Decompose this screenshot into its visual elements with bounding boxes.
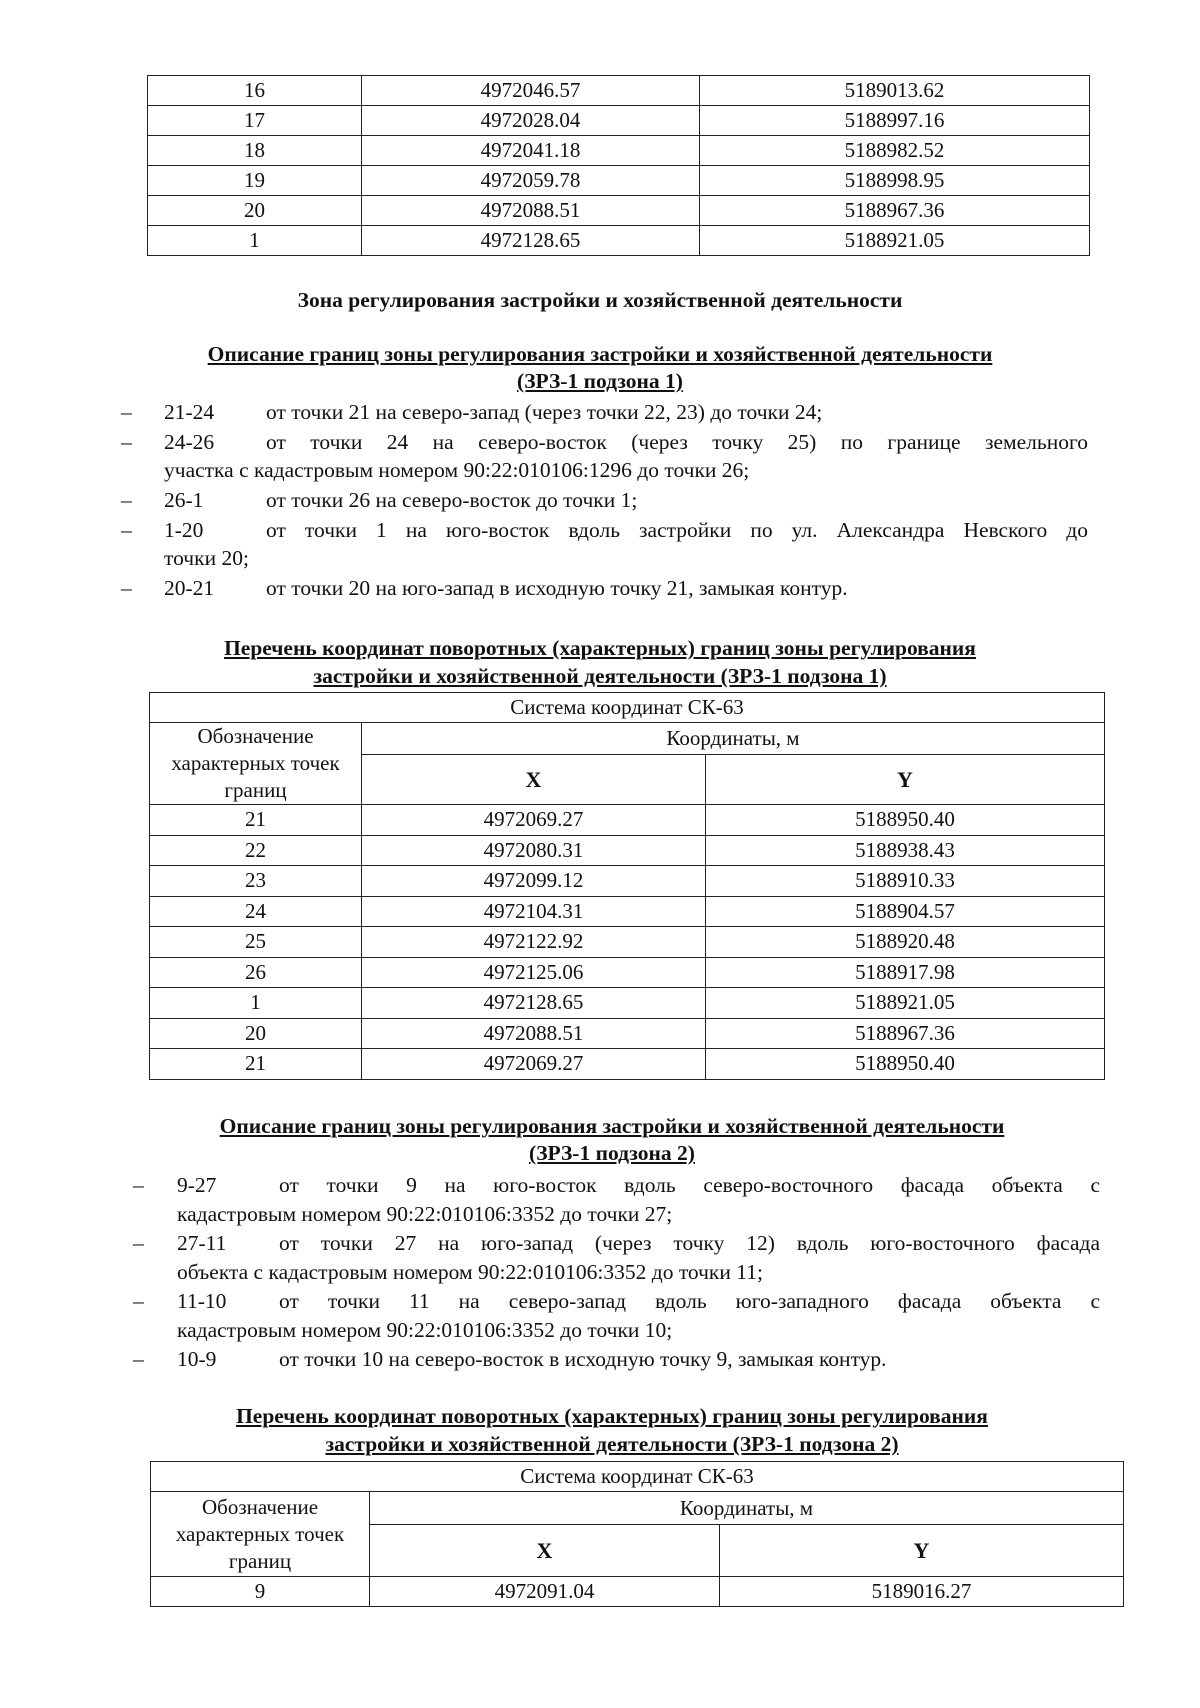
x-column-header: X: [362, 755, 706, 805]
segment-code: 10-9: [177, 1347, 217, 1371]
table-row: [148, 226, 1090, 256]
section2-coordinates-table: [150, 1461, 1124, 1607]
x-column-header: X: [370, 1525, 720, 1577]
list-dash: –: [133, 1173, 144, 1197]
y-cell: 5189013.62: [700, 76, 1090, 106]
section1-list-title-line2: застройки и хозяйственной деятельности (ЗРЗ-1 подзона 1): [313, 664, 887, 688]
table-row: [150, 1018, 1105, 1049]
segment-description-continued: участка с кадастровым номером 90:22:010106:1296 до точки 26;: [164, 458, 750, 482]
segment-description: от точки 11 на северо-запад вдоль юго-западного фасада объекта с: [279, 1289, 1100, 1313]
list-dash: –: [133, 1347, 144, 1371]
section2-desc-title-line1: Описание границ зоны регулирования застройки и хозяйственной деятельности: [219, 1114, 1005, 1138]
segment-description: от точки 1 на юго-восток вдоль застройки по ул. Александра Невского до: [266, 518, 1088, 542]
point-cell: 23: [150, 866, 362, 897]
x-cell: 4972104.31: [362, 896, 706, 927]
y-cell: 5188967.36: [700, 196, 1090, 226]
point-cell: 24: [150, 896, 362, 927]
table-row: [151, 1577, 1124, 1607]
y-column-header: Y: [706, 755, 1105, 805]
point-cell: 21: [150, 1049, 362, 1080]
segment-code: 27-11: [177, 1231, 227, 1255]
segment-description: от точки 27 на юго-запад (через точку 12) вдоль юго-восточного фасада: [279, 1231, 1100, 1255]
segment-description: от точки 21 на северо-запад (через точки 22, 23) до точки 24;: [266, 400, 823, 424]
point-cell: 20: [150, 1018, 362, 1049]
point-cell: 17: [148, 106, 362, 136]
y-cell: 5188982.52: [700, 136, 1090, 166]
point-cell: 26: [150, 957, 362, 988]
point-cell: 19: [148, 166, 362, 196]
list-dash: –: [121, 430, 132, 454]
x-cell: 4972028.04: [362, 106, 700, 136]
zone-title: Зона регулирования застройки и хозяйственной деятельности: [297, 288, 903, 312]
point-cell: 21: [150, 805, 362, 836]
point-cell: 22: [150, 835, 362, 866]
table-row: [148, 106, 1090, 136]
segment-description: от точки 20 на юго-запад в исходную точку 21, замыкая контур.: [266, 576, 848, 600]
table-row: [148, 136, 1090, 166]
point-cell: 25: [150, 927, 362, 958]
y-cell: 5188921.05: [706, 988, 1105, 1019]
x-cell: 4972122.92: [362, 927, 706, 958]
segment-description: от точки 24 на северо-восток (через точку 25) по границе земельного: [266, 430, 1088, 454]
point-cell: 1: [148, 226, 362, 256]
list-dash: –: [121, 518, 132, 542]
segment-description: от точки 10 на северо-восток в исходную точку 9, замыкая контур.: [279, 1347, 887, 1371]
segment-description-continued: кадастровым номером 90:22:010106:3352 до точки 10;: [177, 1318, 673, 1342]
y-cell: 5188967.36: [706, 1018, 1105, 1049]
x-cell: 4972069.27: [362, 1049, 706, 1080]
table-row: [148, 166, 1090, 196]
y-cell: 5188950.40: [706, 1049, 1105, 1080]
coordinate-system-header: Система координат СК-63: [151, 1462, 1124, 1492]
table-row: [150, 957, 1105, 988]
coordinate-system-header: Система координат СК-63: [150, 693, 1105, 723]
x-cell: 4972128.65: [362, 226, 700, 256]
table-row: [148, 76, 1090, 106]
x-cell: 4972046.57: [362, 76, 700, 106]
top-coordinates-table: [147, 75, 1090, 256]
x-cell: 4972125.06: [362, 957, 706, 988]
table-row: [150, 896, 1105, 927]
x-cell: 4972069.27: [362, 805, 706, 836]
segment-description: от точки 9 на юго-восток вдоль северо-восточного фасада объекта с: [279, 1173, 1100, 1197]
x-cell: 4972088.51: [362, 196, 700, 226]
x-cell: 4972091.04: [370, 1577, 720, 1607]
x-cell: 4972088.51: [362, 1018, 706, 1049]
coordinates-header: Координаты, м: [370, 1492, 1124, 1525]
y-cell: 5188950.40: [706, 805, 1105, 836]
x-cell: 4972128.65: [362, 988, 706, 1019]
segment-code: 20-21: [164, 576, 215, 600]
table-row: [150, 1049, 1105, 1080]
segment-description-continued: кадастровым номером 90:22:010106:3352 до точки 27;: [177, 1202, 673, 1226]
list-dash: –: [133, 1231, 144, 1255]
point-cell: 9: [151, 1577, 370, 1607]
segment-code: 1-20: [164, 518, 204, 542]
y-column-header: Y: [720, 1525, 1124, 1577]
section1-desc-title-line2: (ЗРЗ-1 подзона 1): [517, 369, 683, 393]
y-cell: 5188998.95: [700, 166, 1090, 196]
list-dash: –: [133, 1289, 144, 1313]
point-cell: 18: [148, 136, 362, 166]
table-row: [150, 988, 1105, 1019]
segment-code: 26-1: [164, 488, 204, 512]
point-designation-header: Обозначение характерных точек границ: [150, 723, 362, 805]
section2-desc-title-line2: (ЗРЗ-1 подзона 2): [529, 1141, 695, 1165]
y-cell: 5188910.33: [706, 866, 1105, 897]
y-cell: 5189016.27: [720, 1577, 1124, 1607]
table-row: [150, 866, 1105, 897]
coordinates-header: Координаты, м: [362, 723, 1105, 755]
x-cell: 4972099.12: [362, 866, 706, 897]
y-cell: 5188917.98: [706, 957, 1105, 988]
segment-code: 11-10: [177, 1289, 227, 1313]
y-cell: 5188904.57: [706, 896, 1105, 927]
segment-description-continued: точки 20;: [164, 546, 249, 570]
segment-code: 24-26: [164, 430, 215, 454]
table-row: [150, 927, 1105, 958]
table-row: [150, 805, 1105, 836]
table-row: [150, 835, 1105, 866]
section1-coordinates-table: [149, 692, 1105, 1080]
list-dash: –: [121, 488, 132, 512]
section2-list-title-line2: застройки и хозяйственной деятельности (ЗРЗ-1 подзона 2): [325, 1432, 899, 1456]
x-cell: 4972080.31: [362, 835, 706, 866]
list-dash: –: [121, 576, 132, 600]
segment-code: 9-27: [177, 1173, 217, 1197]
list-dash: –: [121, 400, 132, 424]
segment-description-continued: объекта с кадастровым номером 90:22:010106:3352 до точки 11;: [177, 1260, 763, 1284]
point-designation-header: Обозначение характерных точек границ: [151, 1492, 370, 1577]
y-cell: 5188920.48: [706, 927, 1105, 958]
section2-list-title-line1: Перечень координат поворотных (характерных) границ зоны регулирования: [236, 1404, 988, 1428]
section1-desc-title-line1: Описание границ зоны регулирования застройки и хозяйственной деятельности: [207, 342, 993, 366]
segment-description: от точки 26 на северо-восток до точки 1;: [266, 488, 638, 512]
point-cell: 20: [148, 196, 362, 226]
table-row: [148, 196, 1090, 226]
x-cell: 4972041.18: [362, 136, 700, 166]
point-cell: 16: [148, 76, 362, 106]
point-cell: 1: [150, 988, 362, 1019]
x-cell: 4972059.78: [362, 166, 700, 196]
segment-code: 21-24: [164, 400, 215, 424]
y-cell: 5188938.43: [706, 835, 1105, 866]
y-cell: 5188997.16: [700, 106, 1090, 136]
section1-list-title-line1: Перечень координат поворотных (характерных) границ зоны регулирования: [224, 636, 976, 660]
y-cell: 5188921.05: [700, 226, 1090, 256]
